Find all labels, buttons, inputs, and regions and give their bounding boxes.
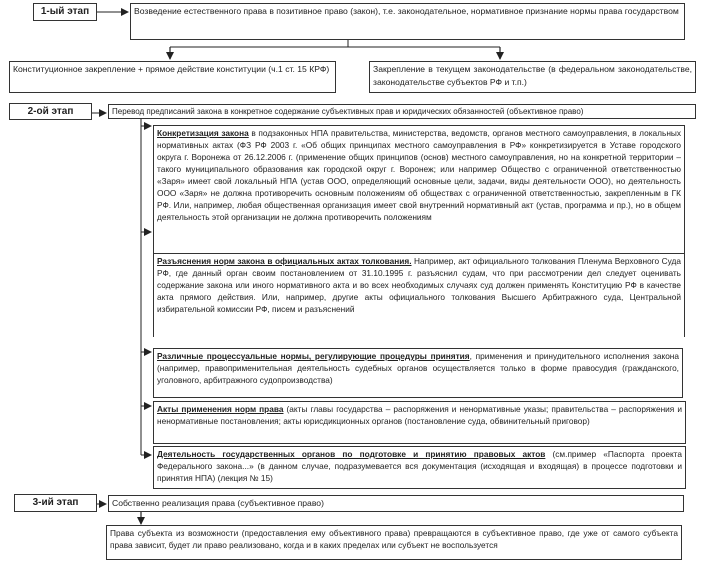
stage2-label-text: 2-ой этап <box>27 105 74 117</box>
stage3-detail-text: Права субъекта из возможности (предоставления ему объективного права) превращаются в субъективное право, где уже от самого субъекта права зависит, будет ли право реализовано, когда и в каких пределах или субъект не воспользуется <box>110 528 678 550</box>
stage2-item-1-text: в подзаконных НПА правительства, министерства, ведомств, органов местного самоуправления, в локальных нормативных актах (ФЗ РФ 2003 г. «Об общих принципах местного самоуправления в РФ» конкретизируется в Уставе городского округа г. Воронежа от 26.12.2006 г. (применение общих принципов (основ) местного самоуправления, но на конкретной территории – такого муниципального образования как городской округ г. Воронеж; или например Общество с ограниченной ответственностью «Заря» имеет свой локальный НПА (устав ООО, определяющий основные цели, задачи, виды деятельности ООО), но деятельность ООО «Заря» не должна противоречить основным положениям об обществах с ограниченной ответственностью, закрепленным в ГК РФ. Или, например, любая общественная организация имеет свой внутренний нормативный акт (устав, программа и пр.), но в общем деятельность этой организации не должна противоречить положениям <box>157 128 682 222</box>
stage2-item-4-text: (акты главы государства – распоряжения и ненормативные указы; правительства – распоряжения и ненормативные постановления; акты юрисдикционных органов (постановление суда, обвинительный приговор) <box>157 404 682 426</box>
stage2-item-2-text: Например, акт официального толкования Пленума Верховного Суда РФ, где данный орган своим постановлением от 31.10.1995 г. разъяснил судам, что при рассмотрении дел следует оценивать содержание закона или иного нормативного акта и во всех необходимых случаях суд должен применять Конституцию РФ в качестве акта прямого действия. Или, например, другие акты официального толкования Высшего Арбитражного суда, Центральной избирательной комиссии РФ, писем и разъяснений <box>157 256 682 314</box>
stage1-label <box>33 3 97 21</box>
stage2-item-5-text: (см.пример «Паспорта проекта Федерального закона...» (в данном случае, подразумевается вся документация (исходящая и входящая) в процессе подготовки и принятия НПА) (лекция № 15) <box>157 449 682 483</box>
stage3-detail-box <box>106 525 682 560</box>
stage2-item-5 <box>153 446 686 489</box>
stage3-label-text: 3-ий этап <box>32 497 79 508</box>
stage1-main-box <box>130 3 685 40</box>
stage2-item-3 <box>153 348 683 398</box>
stage3-main-text: Собственно реализация права (субъективное право) <box>112 498 324 508</box>
stage1-right-box <box>369 61 696 93</box>
stage2-item-4-title: Акты применения норм права <box>157 404 284 414</box>
stage3-main-box <box>108 495 684 512</box>
stage2-item-1 <box>153 125 685 254</box>
stage2-main-text: Перевод предписаний закона в конкретное содержание субъективных прав и юридических обязанностей (объективное право) <box>112 107 584 116</box>
stage1-right-text: Закрепление в текущем законодательстве (в федеральном законодательстве, законодательстве субъектов РФ и т.п.) <box>373 64 692 87</box>
stage3-label <box>14 494 97 512</box>
stage1-label-text: 1-ый этап <box>40 6 90 17</box>
stage2-item-4 <box>153 401 686 444</box>
stage2-item-1-title: Конкретизация закона <box>157 128 249 138</box>
stage2-item-3-title: Различные процессуальные нормы, регулирующие процедуры принятия <box>157 351 470 361</box>
stage1-left-box <box>9 61 336 93</box>
stage2-item-5-title: Деятельность государственных органов по подготовке и принятию правовых актов <box>157 449 546 459</box>
stage1-main-text: Возведение естественного права в позитивное право (закон), т.е. законодательное, нормативное признание нормы права государством <box>134 6 679 16</box>
stage2-item-2-title: Разъяснения норм закона в официальных актах толкования. <box>157 256 412 266</box>
stage1-left-text: Конституционное закрепление + прямое действие конституции (ч.1 ст. 15 КРФ) <box>13 64 330 74</box>
stage2-item-2 <box>153 253 685 337</box>
stage2-item-3-text: , применения и принудительного исполнения закона (например, правоприменительная деятельность судебных органов осуществляется только в форме правосудия (гражданского, уголовного, арбитражного судопроизводства) <box>157 351 679 385</box>
stage2-label <box>9 103 92 120</box>
stage2-main-box <box>108 104 696 119</box>
